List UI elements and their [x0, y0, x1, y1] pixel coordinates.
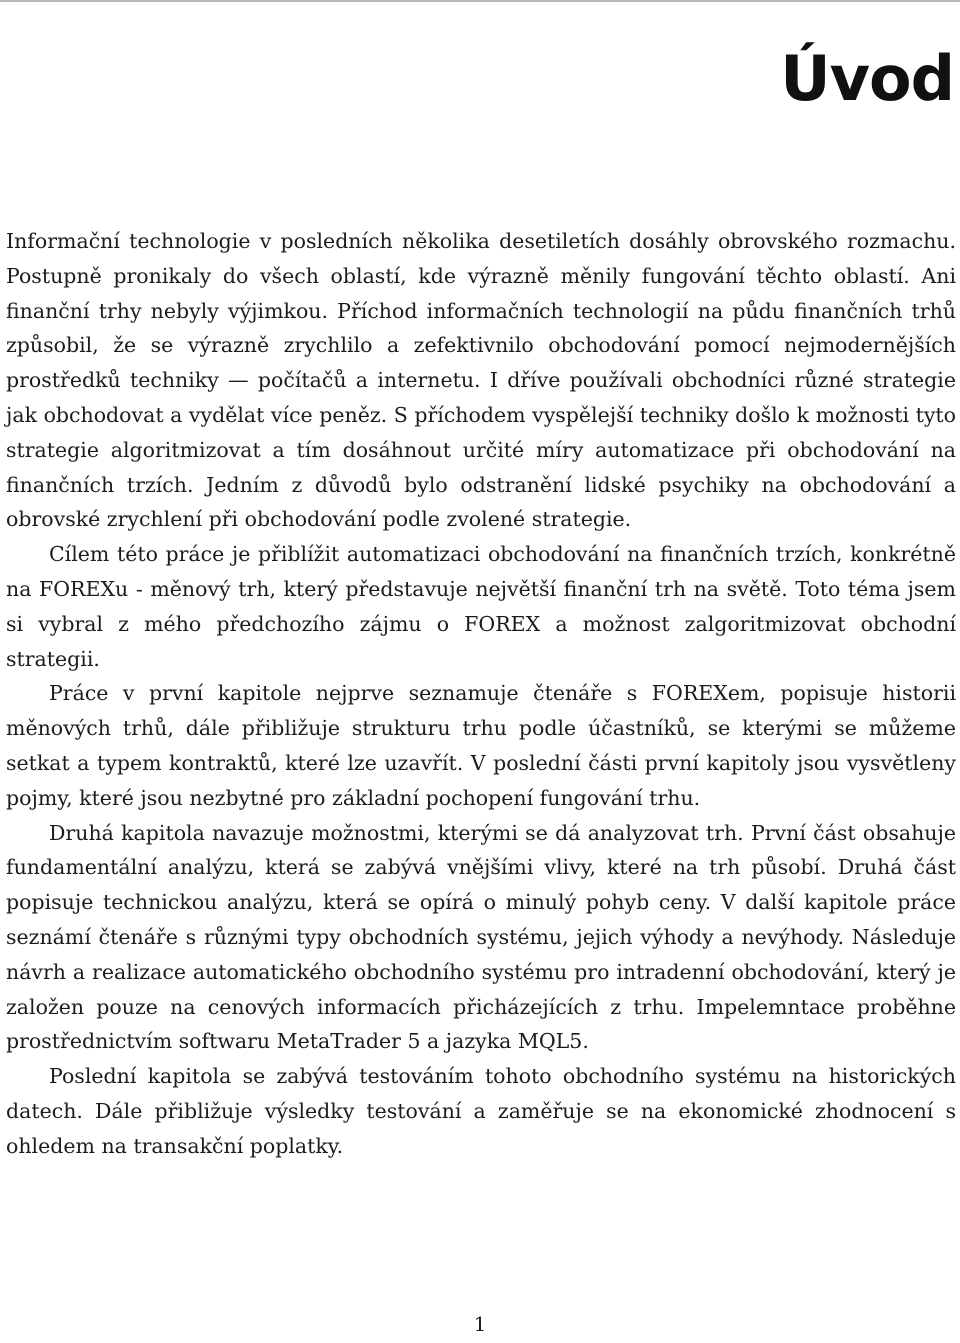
chapter-title: Úvod: [780, 42, 954, 115]
top-rule: [0, 0, 960, 2]
paragraph-chapter-one: Práce v první kapitole nejprve seznamuje čtenáře s FOREXem, popisuje historii měnových trhů, dále přibližuje strukturu trhu podle účastníků, se kterými se můžeme setkat a typem kontraktů, které lze uzavřít. V poslední části první kapitoly jsou vysvětleny pojmy, které jsou nezbytné pro základní pochopení fungování trhu.: [6, 681, 956, 810]
paragraph-chapter-two: Druhá kapitola navazuje možnostmi, kterými se dá analyzovat trh. První část obsahuje fundamentální analýzu, která se zabývá vnějšími vlivy, které na trh působí. Druhá část popisuje technickou analýzu, která se opírá o minulý pohyb ceny. V další kapitole práce seznámí čtenáře s různými typy obchodních systému, jejich výhody a nevýhody. Následuje návrh a realizace automatického obchodního systému pro intradenní obchodování, který je založen pouze na cenových informacích přicházejících z trhu. Impelemntace proběhne prostřednictvím softwaru MetaTrader 5 a jazyka MQL5.: [6, 820, 956, 1054]
paragraph-intro: Informační technologie v posledních několika desetiletích dosáhly obrovského rozmachu. Postupně pronikaly do všech oblastí, kde výrazně měnily fungování těchto oblastí. Ani finanční trhy nebyly výjimkou. Příchod informačních technologií na půdu finančních trhů způsobil, že se výrazně zrychlilo a zefektivnilo obchodování pomocí nejmodernějších prostředků techniky — počítačů a internetu. I dříve používali obchodníci různé strategie jak obchodovat a vydělat více peněz. S příchodem vyspělejší techniky došlo k možnosti tyto strategie algoritmizovat a tím dosáhnout určité míry automatizace při obchodování na finančních trzích. Jedním z důvodů bylo odstranění lidské psychiky na obchodování a obrovské zrychlení při obchodování podle zvolené strategie.: [6, 229, 956, 532]
paragraph-goal: Cílem této práce je přiblížit automatizaci obchodování na finančních trzích, konkrétně na FOREXu - měnový trh, který představuje největší finanční trh na světě. Toto téma jsem si vybral z mého předchozího zájmu o FOREX a možnost zalgoritmizovat obchodní strategii.: [6, 542, 956, 671]
paragraph-last-chapter: Poslední kapitola se zabývá testováním tohoto obchodního systému na historických datech. Dále přibližuje výsledky testování a zaměřuje se na ekonomické zhodnocení s ohledem na transakční poplatky.: [6, 1064, 956, 1158]
chapter-body: [6, 224, 956, 1164]
page-number: 1: [473, 1312, 487, 1336]
